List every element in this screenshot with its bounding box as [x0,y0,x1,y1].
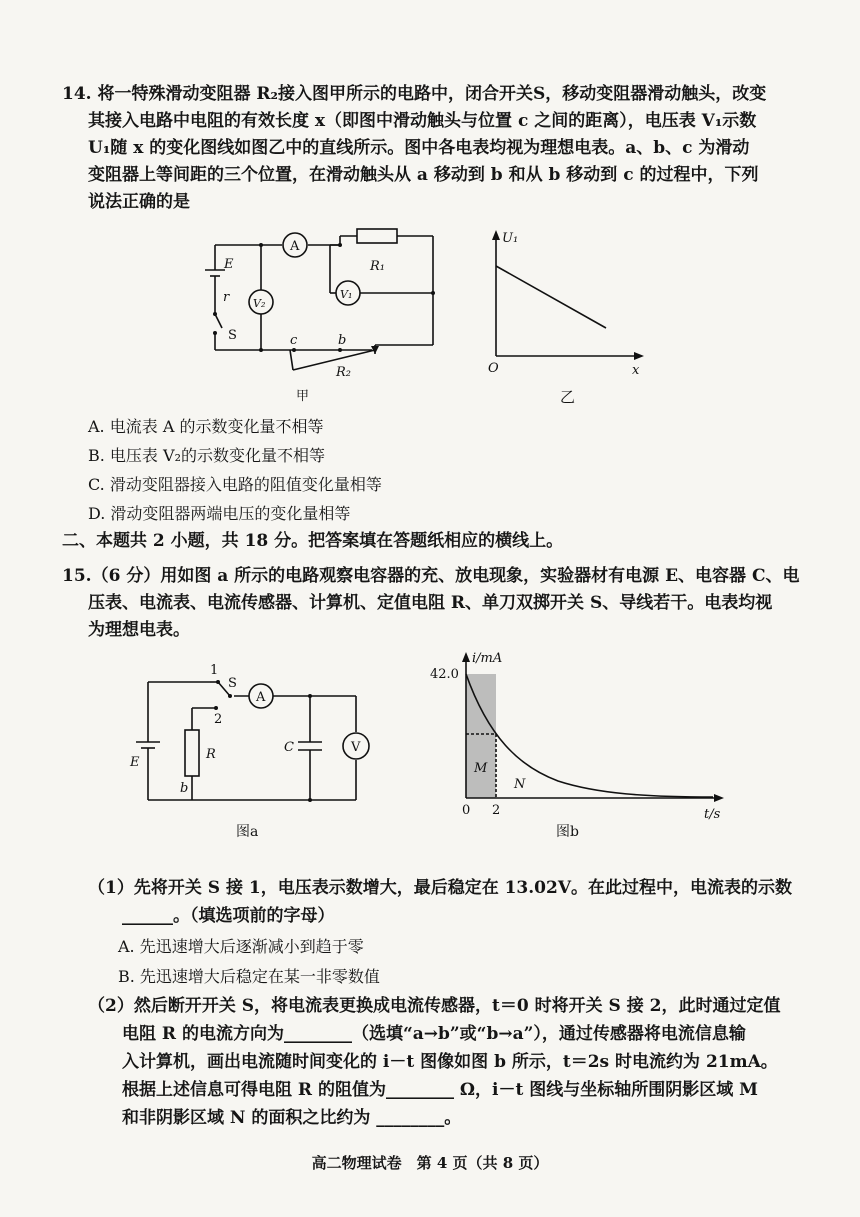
resistor-r1 [357,229,397,243]
label-v2: V₂ [253,297,266,310]
graph-yi [478,226,658,406]
q15-part2-line-5: 和非阴影区域 N 的面积之比约为 ________。 [122,1108,462,1128]
graph-b [428,646,728,846]
origin-0: 0 [462,803,471,818]
label-r1: R₁ [370,259,385,274]
y-value-42: 42.0 [430,667,459,682]
switch-pos-2: 2 [214,712,223,727]
label-r: r [223,290,230,305]
label-s: S [228,328,237,343]
q15-line-1: 15.（6 分）用如图 a 所示的电路观察电容器的充、放电现象，实验器材有电源 E、电容器 C、电 [62,566,800,586]
discharge-curve [466,674,713,797]
resistor-r [185,730,199,776]
label-v1: V₁ [340,288,353,301]
q14-option-d: D. 滑动变阻器两端电压的变化量相等 [88,504,351,523]
q14-line-4: 变阻器上等间距的三个位置，在滑动触头从 a 移动到 b 和从 b 移动到 c 的过程中，下列 [88,165,759,185]
label-a: A [256,690,266,705]
q14-line-2: 其接入电路中电阻的有效长度 x（即图中滑动触头与位置 c 之间的距离），电压表 V₁示数 [88,111,757,131]
label-r: R [206,747,216,762]
label-e: E [130,755,140,770]
x-label: t/s [704,807,721,822]
label-c: C [284,740,294,755]
y-label: i/mA [472,651,503,666]
q14-line-3: U₁随 x 的变化图线如图乙中的直线所示。图中各电表均视为理想电表。a、b、c 为滑动 [88,138,750,158]
u1-line [496,266,606,328]
q14-option-c: C. 滑动变阻器接入电路的阻值变化量相等 [88,475,382,494]
label-a: A [290,239,300,254]
label-r2: R₂ [336,365,351,380]
x-label-x: x [632,363,640,378]
label-b: b [338,333,347,348]
q15-part1-line-1: （1）先将开关 S 接 1，电压表示数增大，最后稳定在 13.02V。在此过程中，电流表的示数 [88,878,793,898]
y-label-u1: U₁ [502,231,519,246]
q15-part1-option-a: A. 先迅速增大后逐渐减小到趋于零 [118,937,364,956]
region-n-label: N [514,777,526,792]
region-m-label: M [474,761,488,776]
switch-pos-1: 1 [210,663,219,678]
q15-line-3: 为理想电表。 [88,620,190,640]
caption-b: 图b [556,824,579,840]
section-2-header: 二、本题共 2 小题，共 18 分。把答案填在答题纸相应的横线上。 [62,531,564,551]
q14-line-5: 说法正确的是 [88,192,190,212]
q14-option-a: A. 电流表 A 的示数变化量不相等 [88,417,324,436]
q15-part2-line-4: 根据上述信息可得电阻 R 的阻值为________ Ω，i－t 图线与坐标轴所围阴影区域 M [122,1080,758,1100]
origin-o: O [488,361,499,376]
caption-a: 图a [236,824,259,840]
circuit-a [124,660,394,845]
q15-part2-line-1: （2）然后断开开关 S，将电流表更换成电流传感器，t＝0 时将开关 S 接 2，此时通过定值 [88,996,781,1016]
q15-part1-line-2: ______。（填选项前的字母） [122,906,335,926]
caption-jia: 甲 [296,389,310,404]
q15-line-2: 压表、电流表、电流传感器、计算机、定值电阻 R、单刀双掷开关 S、导线若干。电表均视 [88,593,773,613]
label-e: E [224,257,234,272]
shaded-region-m [466,674,496,798]
q14-option-b: B. 电压表 V₂的示数变化量不相等 [88,446,325,465]
x-tick-2: 2 [492,803,501,818]
caption-yi: 乙 [560,388,576,406]
q15-part2-line-2: 电阻 R 的电流方向为________（选填“a→b”或“b→a”），通过传感器将电流信息输 [122,1024,746,1044]
q15-part1-option-b: B. 先迅速增大后稳定在某一非零数值 [118,967,380,986]
switch-label-s: S [228,676,237,691]
circuit-jia [190,228,450,408]
q15-part2-line-3: 入计算机，画出电流随时间变化的 i－t 图像如图 b 所示，t＝2s 时电流约为 21mA。 [122,1052,778,1072]
label-v: V [351,740,361,755]
q14-line-1: 14. 将一特殊滑动变阻器 R₂接入图甲所示的电路中，闭合开关S，移动变阻器滑动触头，改变 [62,84,767,104]
page-footer: 高二物理试卷 第 4 页（共 8 页） [311,1154,549,1172]
label-b: b [180,781,189,796]
label-c: c [290,333,298,348]
